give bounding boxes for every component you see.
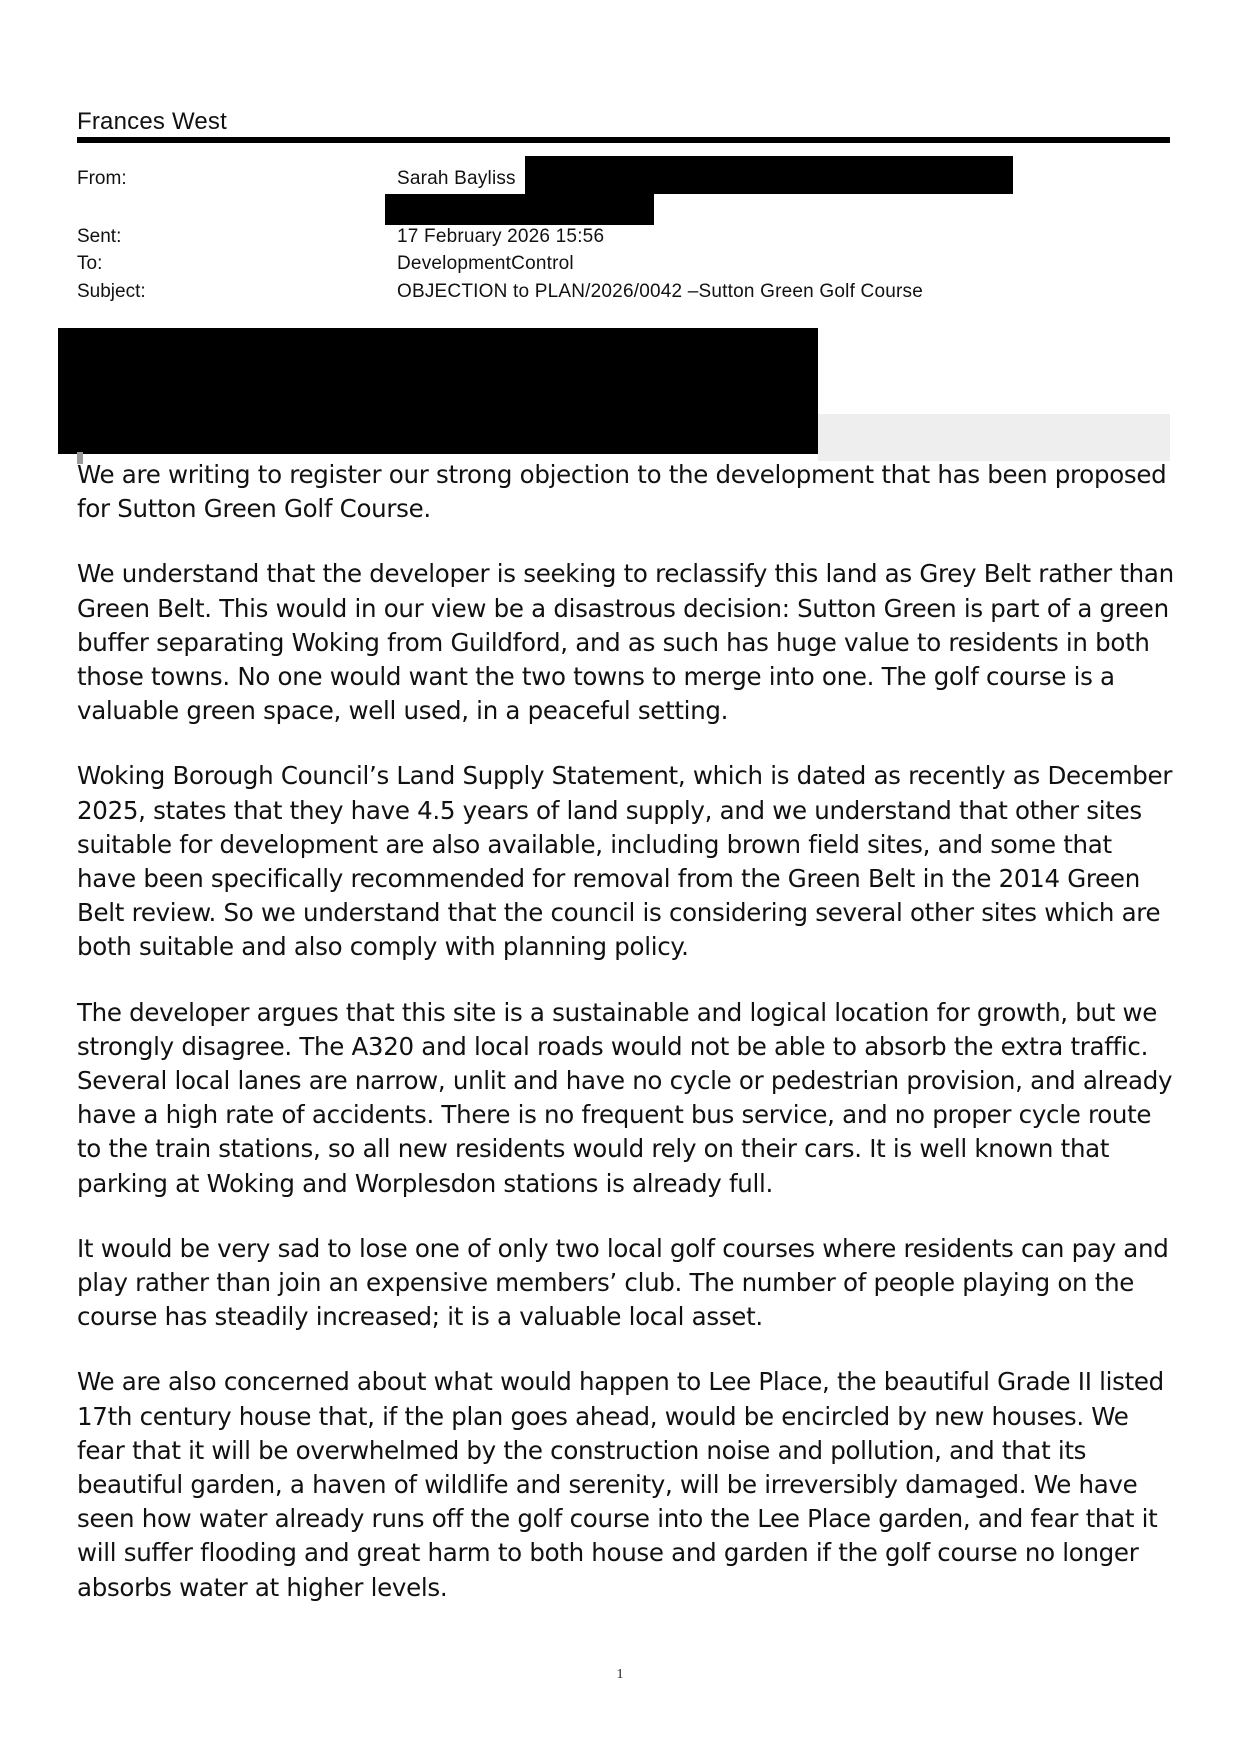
redaction-sender-email: [525, 156, 1013, 194]
redaction-address-block: [58, 328, 818, 454]
grey-band: [818, 414, 1170, 461]
body-paragraph-4: The developer argues that this site is a sustainable and logical location for growth, but we strongly disagree. The A320 and local roads would not be able to absorb the extra traffic. Several local lanes are narrow, unlit and have no cycle or pedestrian provision, and already have a high rate of accidents. There is no frequent bus service, and no proper cycle route to the train stations, so all new residents would rely on their cars. It is well known that parking at Woking and Worplesdon stations is already full.: [77, 997, 1173, 1198]
body-paragraph-6: We are also concerned about what would happen to Lee Place, the beautiful Grade II listed 17th century house that, if the plan goes ahead, would be encircled by new houses. We fear that it will be overwhelmed by the construction noise and pollution, and that its beautiful garden, a haven of wildlife and serenity, will be irreversibly damaged. We have seen how water already runs off the golf course into the Lee Place garden, and fear that it will suffer flooding and great harm to both house and garden if the golf course no longer absorbs water at higher levels.: [77, 1367, 1164, 1602]
body-paragraph-5: It would be very sad to lose one of only two local golf courses where residents can pay and play rather than join an expensive members’ club. The number of people playing on the course has steadily increased; it is a valuable local asset.: [77, 1233, 1169, 1332]
email-body: [77, 458, 1175, 1636]
body-paragraph-3: Woking Borough Council’s Land Supply Statement, which is dated as recently as December 2025, states that they have 4.5 years of land supply, and we understand that other sites suitable for development are also available, including brown field sites, and some that have been specifically recommended for removal from the Green Belt in the 2014 Green Belt review. So we understand that the council is considering several other sites which are both suitable and also comply with planning policy.: [77, 761, 1173, 962]
mailbox-owner-name: Frances West: [77, 108, 227, 135]
to-label: To:: [77, 253, 103, 274]
sent-value: 17 February 2026 15:56: [397, 226, 605, 247]
page-number: 1: [616, 1667, 624, 1682]
to-value: DevelopmentControl: [397, 253, 574, 274]
body-paragraph-1: We are writing to register our strong objection to the development that has been proposed for Sutton Green Golf Course.: [77, 460, 1167, 524]
body-paragraph-2: We understand that the developer is seeking to reclassify this land as Grey Belt rather than Green Belt. This would in our view be a disastrous decision: Sutton Green is part of a green buffer separating Woking from Guildford, and as such has huge value to residents in both those towns. No one would want the two towns to merge into one. The golf course is a valuable green space, well used, in a peaceful setting.: [77, 559, 1174, 726]
from-label: From:: [77, 168, 127, 189]
sent-label: Sent:: [77, 226, 122, 247]
from-value: Sarah Bayliss: [397, 168, 516, 189]
header-divider: [77, 137, 1170, 143]
subject-value: OBJECTION to PLAN/2026/0042 –Sutton Green Golf Course: [397, 281, 923, 302]
subject-label: Subject:: [77, 281, 146, 302]
redaction-sender-email-continued: [385, 194, 654, 225]
